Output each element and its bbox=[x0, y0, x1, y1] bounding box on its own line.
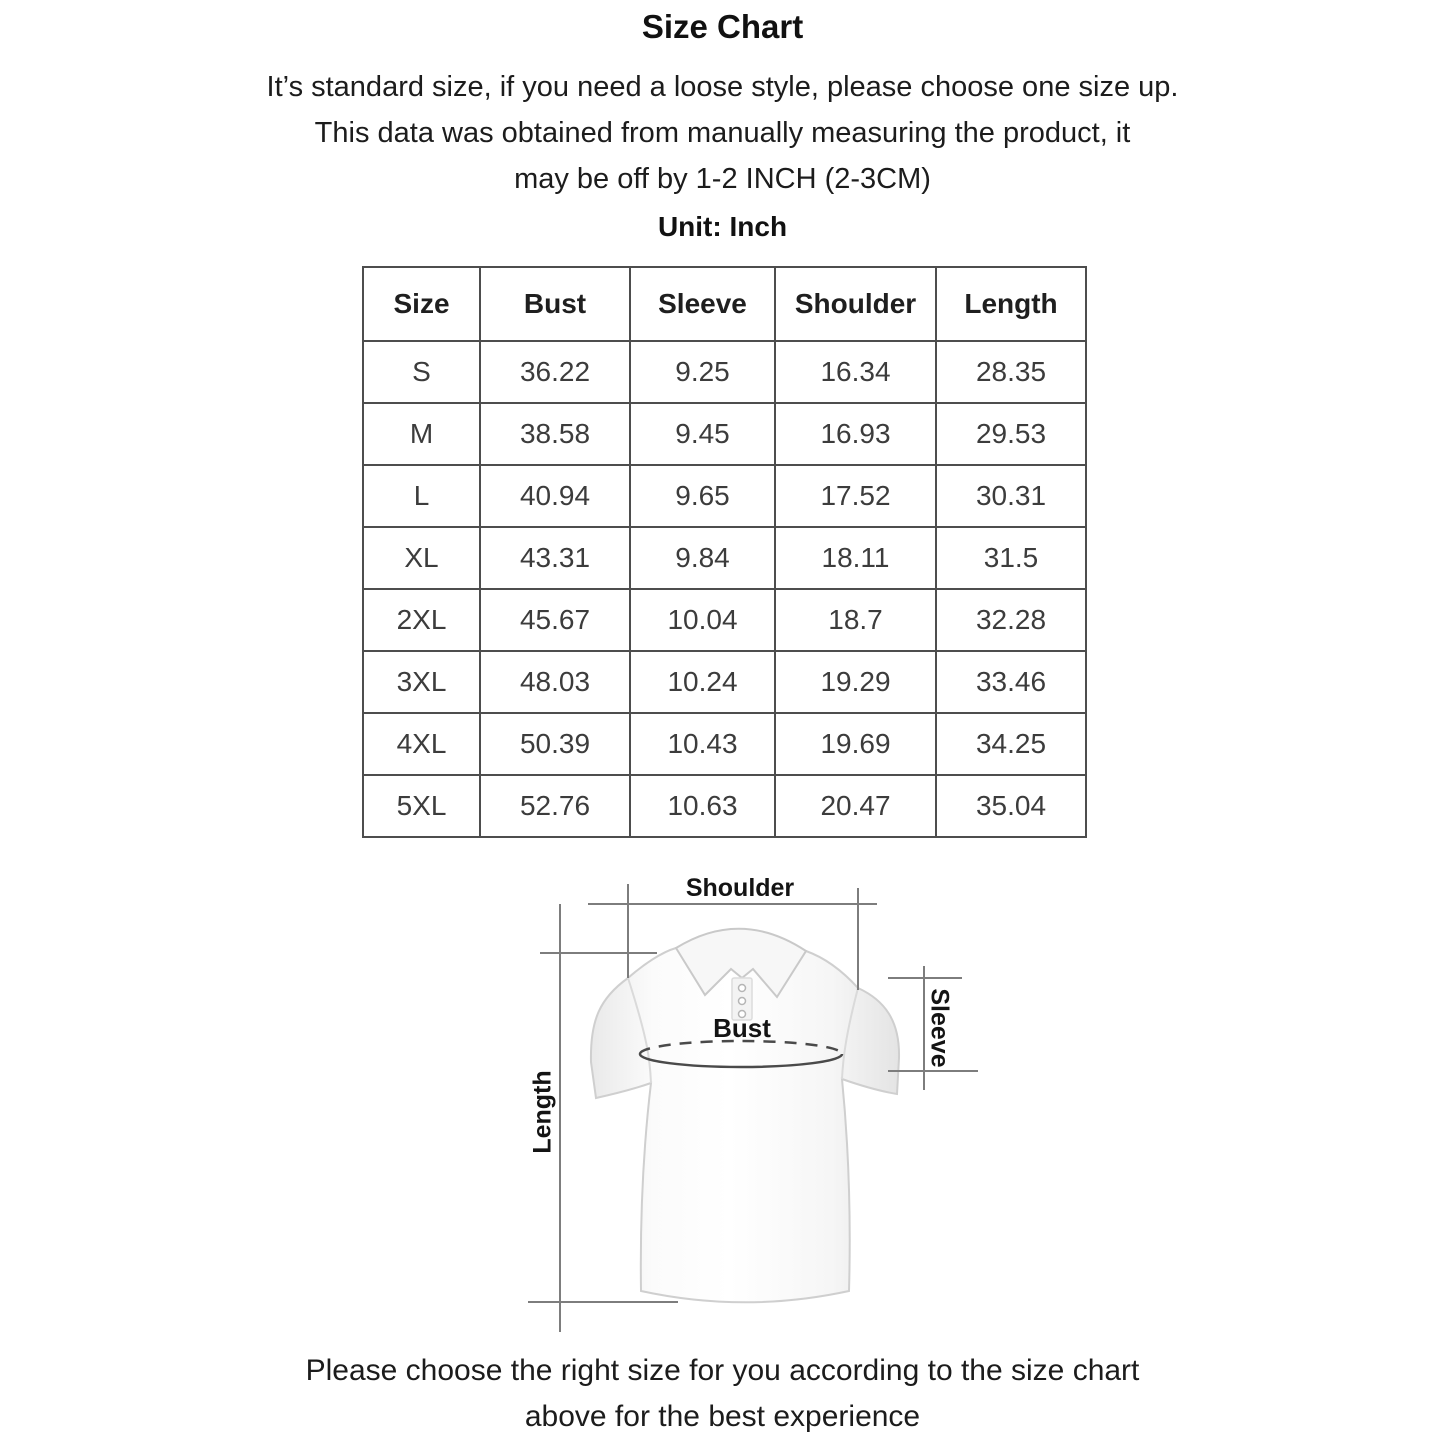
table-row bbox=[363, 465, 1086, 527]
size-cell: S bbox=[363, 341, 480, 403]
footer-note bbox=[0, 1348, 1445, 1440]
description-line: This data was obtained from manually measuring the product, it bbox=[314, 117, 1131, 149]
size-cell: L bbox=[363, 465, 480, 527]
size-table-body bbox=[363, 341, 1086, 837]
measurement-cell: 28.35 bbox=[936, 341, 1086, 403]
size-cell: M bbox=[363, 403, 480, 465]
size-cell: 3XL bbox=[363, 651, 480, 713]
size-cell: 4XL bbox=[363, 713, 480, 775]
table-row bbox=[363, 341, 1086, 403]
column-header-sleeve: Sleeve bbox=[630, 267, 775, 341]
measurement-cell: 31.5 bbox=[936, 527, 1086, 589]
measurement-cell: 43.31 bbox=[480, 527, 630, 589]
measurement-cell: 19.69 bbox=[775, 713, 936, 775]
measurement-cell: 38.58 bbox=[480, 403, 630, 465]
table-row bbox=[363, 589, 1086, 651]
table-row bbox=[363, 775, 1086, 837]
size-cell: 5XL bbox=[363, 775, 480, 837]
size-table bbox=[362, 266, 1087, 838]
measurement-cell: 17.52 bbox=[775, 465, 936, 527]
button bbox=[739, 985, 746, 992]
shirt-measurement-diagram bbox=[480, 862, 1000, 1332]
polo-shirt-graphic bbox=[591, 929, 899, 1303]
column-header-bust: Bust bbox=[480, 267, 630, 341]
size-cell: 2XL bbox=[363, 589, 480, 651]
measurement-cell: 29.53 bbox=[936, 403, 1086, 465]
measurement-cell: 36.22 bbox=[480, 341, 630, 403]
footer-line: Please choose the right size for you according to the size chart bbox=[305, 1354, 1140, 1387]
measurement-cell: 9.45 bbox=[630, 403, 775, 465]
measurement-cell: 45.67 bbox=[480, 589, 630, 651]
measurement-cell: 16.34 bbox=[775, 341, 936, 403]
measurement-cell: 20.47 bbox=[775, 775, 936, 837]
measurement-cell: 19.29 bbox=[775, 651, 936, 713]
measurement-cell: 40.94 bbox=[480, 465, 630, 527]
measurement-cell: 10.63 bbox=[630, 775, 775, 837]
unit-label: Unit: Inch bbox=[657, 211, 788, 242]
measurement-cell: 48.03 bbox=[480, 651, 630, 713]
measurement-cell: 10.04 bbox=[630, 589, 775, 651]
measurement-cell: 34.25 bbox=[936, 713, 1086, 775]
column-header-length: Length bbox=[936, 267, 1086, 341]
table-header-row bbox=[363, 267, 1086, 341]
measurement-cell: 10.43 bbox=[630, 713, 775, 775]
measurement-cell: 30.31 bbox=[936, 465, 1086, 527]
column-header-shoulder: Shoulder bbox=[775, 267, 936, 341]
size-cell: XL bbox=[363, 527, 480, 589]
table-row bbox=[363, 713, 1086, 775]
description-line: It’s standard size, if you need a loose style, please choose one size up. bbox=[266, 71, 1179, 103]
measurement-cell: 18.7 bbox=[775, 589, 936, 651]
measurement-cell: 10.24 bbox=[630, 651, 775, 713]
footer-line: above for the best experience bbox=[524, 1400, 921, 1433]
description bbox=[0, 64, 1445, 202]
bust-label: Bust bbox=[713, 1013, 771, 1043]
length-label: Length bbox=[528, 1070, 557, 1154]
sleeve-label: Sleeve bbox=[925, 988, 954, 1068]
measurement-cell: 33.46 bbox=[936, 651, 1086, 713]
measurement-cell: 9.65 bbox=[630, 465, 775, 527]
measurement-cell: 18.11 bbox=[775, 527, 936, 589]
description-line: may be off by 1-2 INCH (2-3CM) bbox=[514, 163, 931, 195]
button bbox=[739, 998, 746, 1005]
table-row bbox=[363, 651, 1086, 713]
column-header-size: Size bbox=[363, 267, 480, 341]
measurement-cell: 9.84 bbox=[630, 527, 775, 589]
table-row bbox=[363, 527, 1086, 589]
measurement-cell: 9.25 bbox=[630, 341, 775, 403]
page-title: Size Chart bbox=[641, 8, 804, 45]
measurement-cell: 16.93 bbox=[775, 403, 936, 465]
shoulder-label: Shoulder bbox=[685, 874, 795, 902]
table-row bbox=[363, 403, 1086, 465]
measurement-cell: 32.28 bbox=[936, 589, 1086, 651]
measurement-cell: 50.39 bbox=[480, 713, 630, 775]
measurement-cell: 35.04 bbox=[936, 775, 1086, 837]
measurement-cell: 52.76 bbox=[480, 775, 630, 837]
